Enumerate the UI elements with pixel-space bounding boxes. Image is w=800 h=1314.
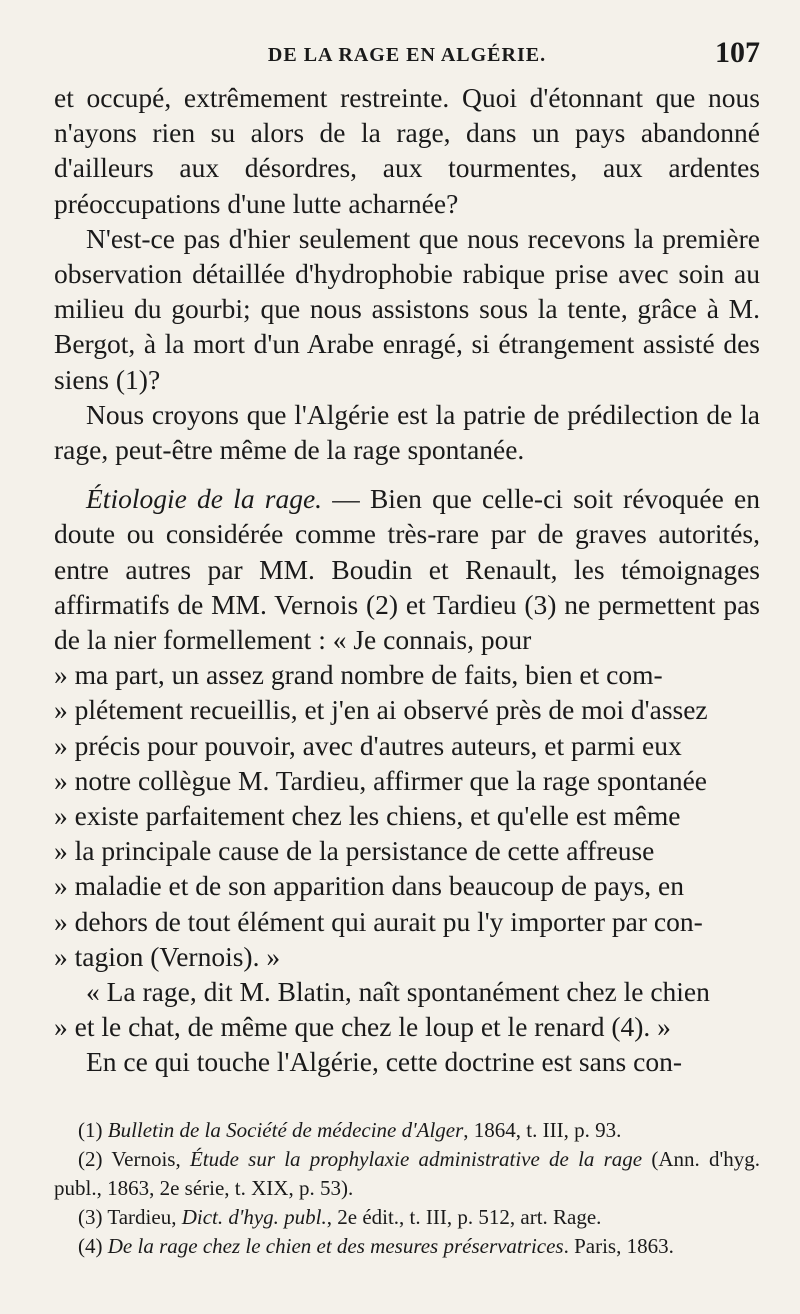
footnote-2-rest: (Ann. d'hyg. publ., 1863, 2e série, t. XIX, p. 53). — [54, 1146, 760, 1200]
footnote-1-number: (1) — [78, 1117, 108, 1142]
paragraph-2: N'est-ce pas d'hier seulement que nous recevons la première observation détaillée d'hydrophobie rabique prise avec soin au milieu du gourbi; que nous assistons sous la tente, grâce à M. Bergot, à la mort d'un Arabe enragé, si étrangement assisté des siens (1)? — [54, 222, 760, 395]
quote-line-4: » notre collègue M. Tardieu, affirmer que la rage spontanée — [54, 764, 707, 796]
footnote-4-number: (4) — [78, 1233, 108, 1258]
paragraph-algeria: En ce qui touche l'Algérie, cette doctrine est sans con- — [86, 1046, 682, 1078]
footnote-4-title: De la rage chez le chien et des mesures préservatrices — [107, 1233, 564, 1258]
paragraph-blatin-2: » et le chat, de même que chez le loup et le renard (4). » — [54, 1011, 671, 1043]
paragraph-etiology-text: — Bien que celle-ci soit révoquée en doute ou considérée comme très-rare par de graves autorités, entre autres par MM. Boudin et Renault, les témoignages affirmatifs de MM. Vernois (2) et Tardieu (3) ne permettent pas de la nier formellement : « Je connais, pour — [54, 483, 760, 656]
footnote-4-rest: . Paris, 1863. — [563, 1233, 674, 1258]
paragraph-blatin-1: « La rage, dit M. Blatin, naît spontanément chez le chien — [86, 976, 710, 1008]
quote-line-1: » ma part, un assez grand nombre de faits, bien et com- — [54, 659, 663, 691]
page-number: 107 — [715, 36, 760, 69]
quote-line-3: » précis pour pouvoir, avec d'autres auteurs, et parmi eux — [54, 729, 682, 761]
quote-line-2: » plétement recueillis, et j'en ai observé près de moi d'assez — [54, 694, 708, 726]
footnote-4 — [54, 1232, 760, 1261]
paragraph-1: et occupé, extrêmement restreinte. Quoi d'étonnant que nous n'ayons rien su alors de la rage, dans un pays abandonné d'ailleurs aux désordres, aux tourmentes, aux ardentes préoccupations d'une lutte acharnée? — [54, 82, 760, 219]
footnote-2-author: (2) Vernois, — [78, 1146, 190, 1171]
section-heading: Étiologie de la rage. — [86, 483, 323, 515]
body-text — [54, 80, 760, 1080]
footnote-1-title: Bulletin de la Société de médecine d'Alger — [107, 1117, 464, 1142]
footnotes — [54, 1116, 760, 1261]
footnote-3 — [54, 1203, 760, 1232]
running-title: DE LA RAGE EN ALGÉRIE. — [267, 44, 547, 66]
quote-line-5: » existe parfaitement chez les chiens, et qu'elle est même — [54, 800, 681, 832]
footnote-1 — [54, 1116, 760, 1145]
quote-line-6: » la principale cause de la persistance de cette affreuse — [54, 835, 655, 867]
quote-line-9: » tagion (Vernois). » — [54, 940, 281, 972]
footnote-2-title: Étude sur la prophylaxie administrative de la rage — [189, 1146, 643, 1171]
footnote-3-title: Dict. d'hyg. publ. — [181, 1204, 327, 1229]
footnote-1-rest: , 1864, t. III, p. 93. — [463, 1117, 622, 1142]
paragraph-etiology — [54, 481, 760, 657]
footnote-2 — [54, 1145, 760, 1203]
quote-line-8: » dehors de tout élément qui aurait pu l'y importer par con- — [54, 905, 703, 937]
running-head — [54, 36, 760, 76]
paragraph-3: Nous croyons que l'Algérie est la patrie de prédilection de la rage, peut-être même de la rage spontanée. — [54, 398, 760, 466]
quote-line-7: » maladie et de son apparition dans beaucoup de pays, en — [54, 870, 685, 902]
footnote-3-author: (3) Tardieu, — [78, 1204, 182, 1229]
footnote-3-rest: , 2e édit., t. III, p. 512, art. Rage. — [326, 1204, 602, 1229]
